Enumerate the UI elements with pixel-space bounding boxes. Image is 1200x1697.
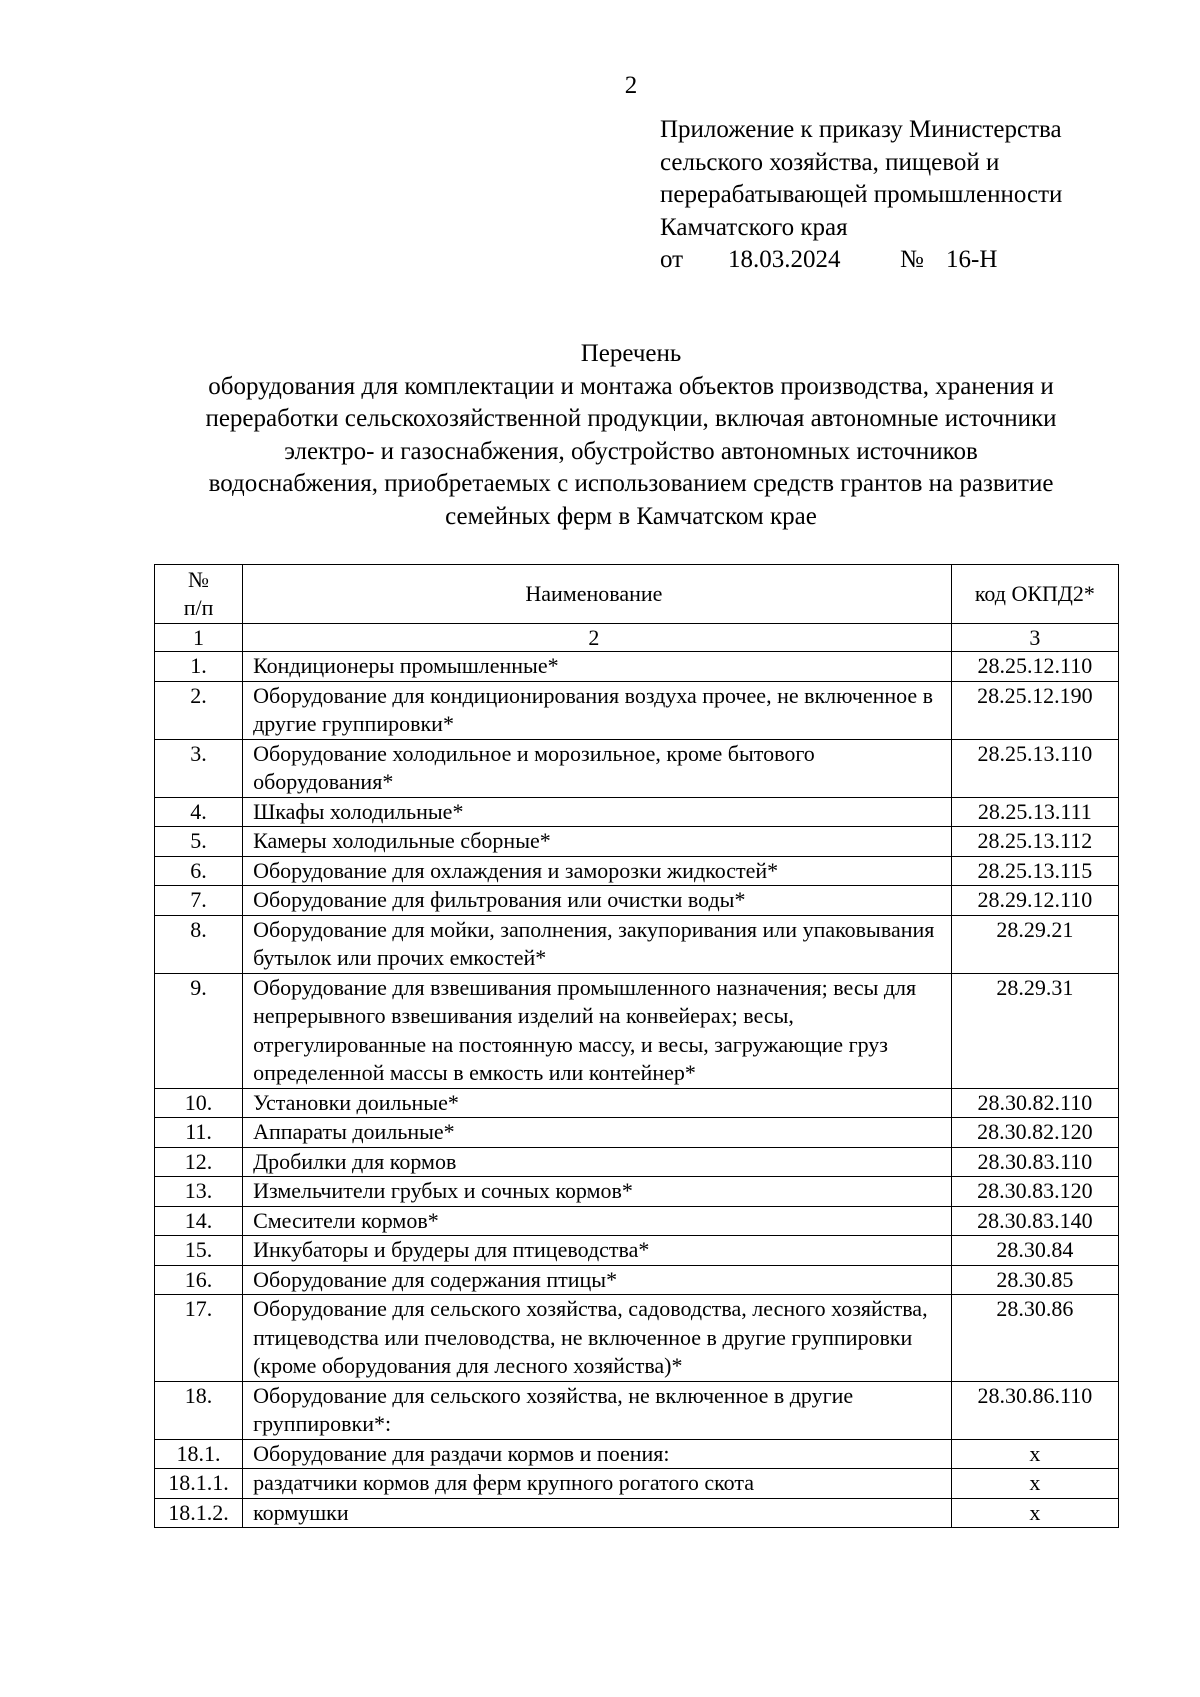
- row-number: 17.: [155, 1295, 243, 1382]
- row-code: 28.29.12.110: [951, 886, 1118, 916]
- row-code: 28.25.13.115: [951, 856, 1118, 886]
- row-number: 2.: [155, 681, 243, 739]
- row-name: Аппараты доильные*: [243, 1118, 952, 1148]
- row-name: Смесители кормов*: [243, 1206, 952, 1236]
- row-code: 28.30.83.140: [951, 1206, 1118, 1236]
- row-code: 28.29.21: [951, 915, 1118, 973]
- title-line: семейных ферм в Камчатском крае: [445, 502, 817, 530]
- row-number: 4.: [155, 797, 243, 827]
- header-name: Наименование: [243, 565, 952, 624]
- row-code: 28.30.82.120: [951, 1118, 1118, 1148]
- table-row: [155, 681, 1119, 739]
- header-number-sign: №: [188, 567, 210, 592]
- table-row: [155, 1118, 1119, 1148]
- table-row: [155, 1147, 1119, 1177]
- equipment-table: [154, 564, 1119, 1528]
- table-row: [155, 1498, 1119, 1528]
- row-code: 28.25.13.111: [951, 797, 1118, 827]
- number-sign: №: [900, 246, 924, 273]
- row-number: 3.: [155, 739, 243, 797]
- table-row: [155, 1295, 1119, 1382]
- row-number: 15.: [155, 1236, 243, 1266]
- row-name: Кондиционеры промышленные*: [243, 652, 952, 682]
- row-number: 1.: [155, 652, 243, 682]
- row-number: 7.: [155, 886, 243, 916]
- appendix-line: Приложение к приказу Министерства: [660, 116, 1062, 143]
- table-row: [155, 915, 1119, 973]
- row-number: 13.: [155, 1177, 243, 1207]
- row-number: 18.1.: [155, 1439, 243, 1469]
- row-name: кормушки: [243, 1498, 952, 1528]
- table-row: [155, 1439, 1119, 1469]
- table-row: [155, 827, 1119, 857]
- row-code: 28.30.82.110: [951, 1088, 1118, 1118]
- row-number: 18.1.2.: [155, 1498, 243, 1528]
- table-row: [155, 1177, 1119, 1207]
- appendix-line: Камчатского края: [660, 213, 848, 241]
- row-name: Оборудование для раздачи кормов и поения:: [243, 1439, 952, 1469]
- row-number: 14.: [155, 1206, 243, 1236]
- row-number: 5.: [155, 827, 243, 857]
- table-row: [155, 1469, 1119, 1499]
- row-code: 28.25.12.110: [951, 652, 1118, 682]
- table-body: [155, 652, 1119, 1528]
- table-row: [155, 856, 1119, 886]
- table-row: [155, 1381, 1119, 1439]
- row-code: 28.30.86.110: [951, 1381, 1118, 1439]
- row-code: 28.30.84: [951, 1236, 1118, 1266]
- row-number: 18.1.1.: [155, 1469, 243, 1499]
- row-number: 12.: [155, 1147, 243, 1177]
- table-row: [155, 1206, 1119, 1236]
- table-row: [155, 739, 1119, 797]
- title-line: электро- и газоснабжения, обустройство автономных источников: [284, 437, 978, 465]
- table-row: [155, 1265, 1119, 1295]
- table-row: [155, 886, 1119, 916]
- row-name: Оборудование для мойки, заполнения, закупоривания или упаковывания бутылок или прочих емкостей*: [243, 915, 952, 973]
- row-number: 16.: [155, 1265, 243, 1295]
- table-row: [155, 1088, 1119, 1118]
- row-code: x: [951, 1439, 1118, 1469]
- index-cell: 1: [155, 624, 243, 652]
- row-name: Оборудование холодильное и морозильное, кроме бытового оборудования*: [243, 739, 952, 797]
- row-code: 28.30.86: [951, 1295, 1118, 1382]
- row-name: Камеры холодильные сборные*: [243, 827, 952, 857]
- table-header-row: [155, 565, 1119, 624]
- title-line: переработки сельскохозяйственной продукции, включая автономные источники: [205, 405, 1057, 432]
- table-row: [155, 797, 1119, 827]
- row-code: 28.25.12.190: [951, 681, 1118, 739]
- order-date-number: [660, 244, 1180, 277]
- row-number: 18.: [155, 1381, 243, 1439]
- row-number: 10.: [155, 1088, 243, 1118]
- header-code: код ОКПД2*: [951, 565, 1118, 624]
- table-row: [155, 652, 1119, 682]
- row-code: 28.30.83.110: [951, 1147, 1118, 1177]
- row-code: x: [951, 1498, 1118, 1528]
- row-name: Измельчители грубых и сочных кормов*: [243, 1177, 952, 1207]
- row-name: Оборудование для охлаждения и заморозки жидкостей*: [243, 856, 952, 886]
- title-line: водоснабжения, приобретаемых с использованием средств грантов на развитие: [208, 470, 1054, 497]
- row-number: 11.: [155, 1118, 243, 1148]
- row-code: 28.25.13.112: [951, 827, 1118, 857]
- header-number: [155, 565, 243, 624]
- header-number-pp: п/п: [183, 595, 214, 620]
- table-row: [155, 1236, 1119, 1266]
- appendix-line: перерабатывающей промышленности: [660, 181, 1063, 208]
- row-code: x: [951, 1469, 1118, 1499]
- row-name: Оборудование для кондиционирования воздуха прочее, не включенное в другие группировки*: [243, 681, 952, 739]
- table-index-row: [155, 624, 1119, 652]
- row-name: Оборудование для содержания птицы*: [243, 1265, 952, 1295]
- row-name: Установки доильные*: [243, 1088, 952, 1118]
- index-cell: 3: [951, 624, 1118, 652]
- appendix-header: [660, 114, 1180, 277]
- row-code: 28.30.85: [951, 1265, 1118, 1295]
- row-name: раздатчики кормов для ферм крупного рогатого скота: [243, 1469, 952, 1499]
- order-number: 16-Н: [946, 246, 998, 273]
- row-number: 6.: [155, 856, 243, 886]
- row-name: Шкафы холодильные*: [243, 797, 952, 827]
- title-line: оборудования для комплектации и монтажа объектов производства, хранения и: [208, 372, 1054, 400]
- order-date: 18.03.2024: [728, 246, 841, 273]
- row-number: 8.: [155, 915, 243, 973]
- table-row: [155, 973, 1119, 1088]
- from-label: от: [660, 246, 684, 273]
- row-name: Оборудование для взвешивания промышленного назначения; весы для непрерывного взвешивания изделий на конвейерах; весы, отрегулированные на постоянную массу, и весы, загружающие груз определенной массы в емкость или контейнер*: [243, 973, 952, 1088]
- row-code: 28.30.83.120: [951, 1177, 1118, 1207]
- title-heading: Перечень: [580, 340, 682, 367]
- row-name: Оборудование для фильтрования или очистки воды*: [243, 886, 952, 916]
- appendix-line: сельского хозяйства, пищевой и: [660, 148, 1000, 176]
- document-title: [100, 338, 1162, 533]
- row-name: Оборудование для сельского хозяйства, не включенное в другие группировки*:: [243, 1381, 952, 1439]
- row-name: Оборудование для сельского хозяйства, садоводства, лесного хозяйства, птицеводства или пчеловодства, не включенное в другие группировки (кроме оборудования для лесного хозяйства)*: [243, 1295, 952, 1382]
- row-number: 9.: [155, 973, 243, 1088]
- page-number: 2: [624, 72, 638, 99]
- index-cell: 2: [243, 624, 952, 652]
- row-name: Инкубаторы и брудеры для птицеводства*: [243, 1236, 952, 1266]
- row-code: 28.29.31: [951, 973, 1118, 1088]
- row-name: Дробилки для кормов: [243, 1147, 952, 1177]
- row-code: 28.25.13.110: [951, 739, 1118, 797]
